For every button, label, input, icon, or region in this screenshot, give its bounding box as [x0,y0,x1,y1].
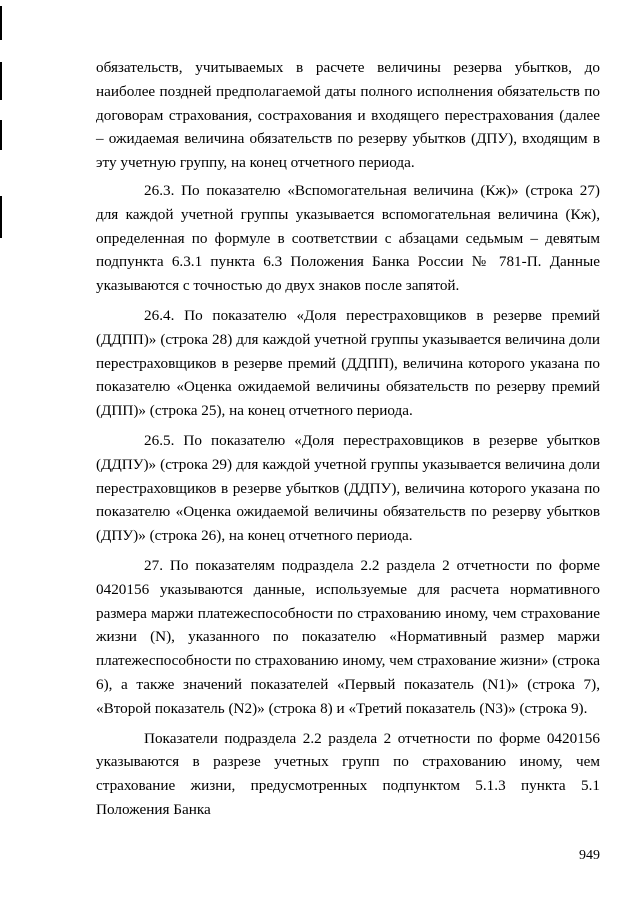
paragraph: Показатели подраздела 2.2 раздела 2 отчетности по форме 0420156 указываются в разрезе учетных групп по страхованию иному, чем страхование жизни, предусмотренных подпунктом 5.1.3 пункта 5.1 Положения Банка [96,729,600,818]
document-body [96,56,600,828]
margin-mark [0,6,2,40]
margin-mark [0,62,2,100]
paragraph: 26.5. По показателю «Доля перестраховщиков в резерве убытков (ДДПУ)» (строка 29) для каждой учетной группы указывается величина доли перестраховщиков в резерве убытков (ДДПУ), величина которого указана по показателю «Оценка ожидаемой величины обязательств по резерву убытков (ДПУ)» (строка 26), на конец отчетного периода. [96,431,600,545]
paragraph: 26.3. По показателю «Вспомогательная величина (Кж)» (строка 27) для каждой учетной группы указывается вспомогательная величина (Кж), определенная по формуле в соответствии с абзацами седьмым – девятым подпункта 6.3.1 пункта 6.3 Положения Банка России № 781-П. Данные указываются с точностью до двух знаков после запятой. [96,181,600,295]
margin-mark [0,196,2,238]
paragraph: 27. По показателям подраздела 2.2 раздела 2 отчетности по форме 0420156 указываются данные, используемые для расчета нормативного размера маржи платежеспособности по страхованию иному, чем страхование жизни (N), указанного по показателю «Нормативный размер маржи платежеспособности по страхованию иному, чем страхование жизни» (строка 6), а также значений показателей «Первый показатель (N1)» (строка 7), «Второй показатель (N2)» (строка 8) и «Третий показатель (N3)» (строка 9). [96,556,600,717]
paragraph: 26.4. По показателю «Доля перестраховщиков в резерве премий (ДДПП)» (строка 28) для каждой учетной группы указывается величина доли перестраховщиков в резерве премий (ДДПП), величина которого указана по показателю «Оценка ожидаемой величины обязательств по резерву премий (ДПП)» (строка 25), на конец отчетного периода. [96,306,600,420]
paragraph: обязательств, учитываемых в расчете величины резерва убытков, до наиболее поздней предполагаемой даты полного исполнения обязательств по договорам страхования, сострахования и входящего перестрахования (далее – ожидаемая величина обязательств по резерву убытков (ДПУ), входящим в эту учетную группу, на конец отчетного периода. [96,59,600,172]
margin-mark [0,120,2,150]
page-number: 949 [579,848,600,863]
